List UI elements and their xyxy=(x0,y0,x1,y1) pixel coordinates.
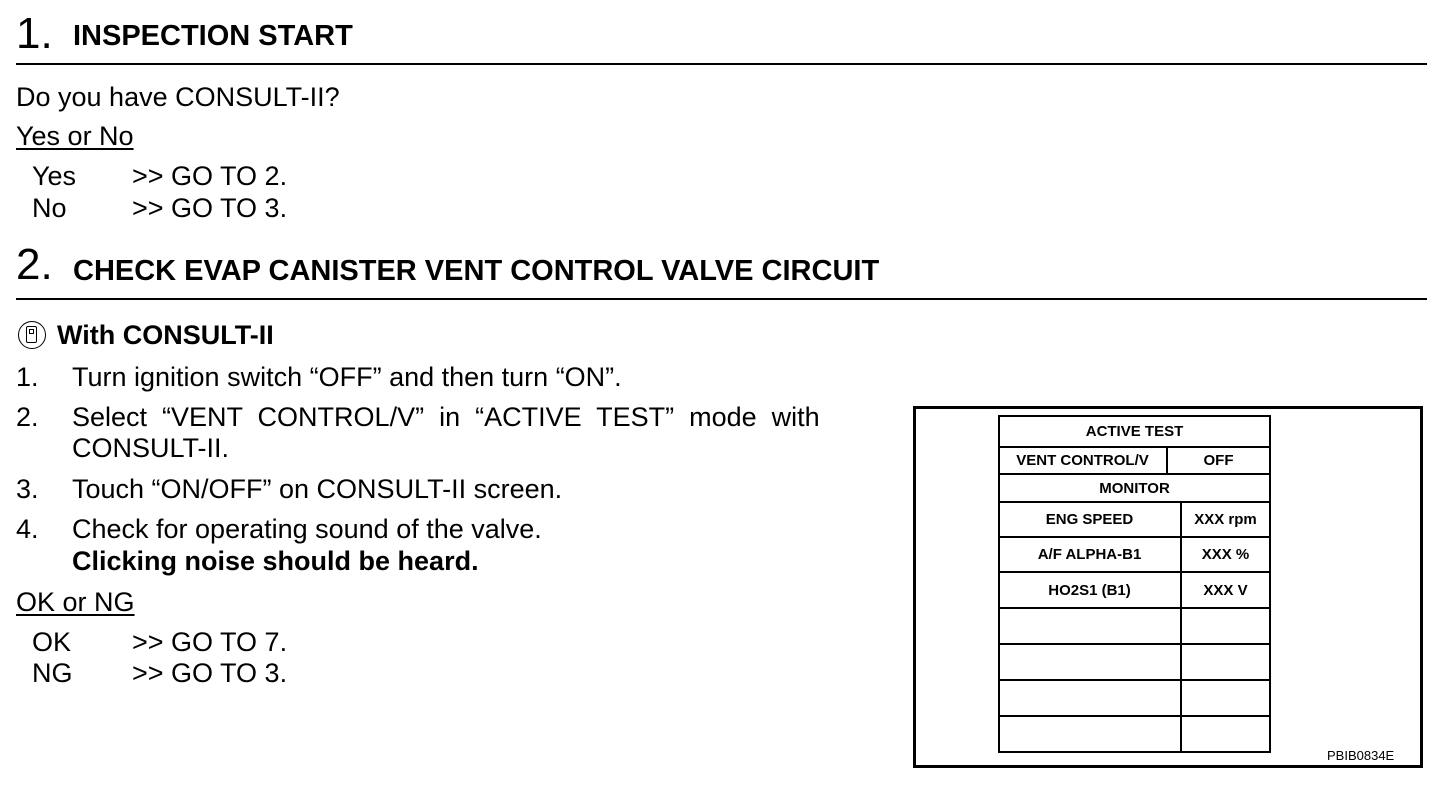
table-header: ACTIVE TEST xyxy=(1085,423,1184,440)
option-ok-action[interactable]: >> GO TO 7. xyxy=(132,627,288,657)
step-3-number: 3. xyxy=(16,474,39,504)
section-2-rule xyxy=(16,298,1427,300)
monitor-row-label: HO2S1 (B1) xyxy=(1048,581,1131,599)
figure-code: PBIB0834E xyxy=(1327,748,1395,763)
step-4-expected-result: Clicking noise should be heard. xyxy=(72,546,479,576)
section-1-rule xyxy=(16,63,1427,65)
option-yes-key: Yes xyxy=(32,161,77,191)
section-1-title: INSPECTION START xyxy=(73,20,353,52)
step-2-text-line2: CONSULT-II. xyxy=(72,433,230,463)
section-2-number: 2. xyxy=(16,240,53,289)
option-no-action[interactable]: >> GO TO 3. xyxy=(132,193,288,223)
test-item-value[interactable]: OFF xyxy=(1203,452,1234,469)
step-1-text: Turn ignition switch “OFF” and then turn “ON”. xyxy=(72,362,622,392)
consult-screen-table xyxy=(998,415,1271,753)
section-2-title: CHECK EVAP CANISTER VENT CONTROL VALVE CIRCUIT xyxy=(73,255,880,287)
section-2-choice-label: OK or NG xyxy=(16,587,135,617)
monitor-row-value: XXX % xyxy=(1201,546,1250,563)
option-yes-action[interactable]: >> GO TO 2. xyxy=(132,161,288,191)
mode-heading: With CONSULT-II xyxy=(57,320,274,350)
step-2-number: 2. xyxy=(16,402,39,432)
step-3-text: Touch “ON/OFF” on CONSULT-II screen. xyxy=(72,474,563,504)
monitor-row-value: XXX V xyxy=(1203,581,1248,599)
step-1-number: 1. xyxy=(16,362,39,392)
step-2-text-line1: Select “VENT CONTROL/V” in “ACTIVE TEST” mode with xyxy=(72,402,820,432)
option-ng-action[interactable]: >> GO TO 3. xyxy=(132,658,288,688)
consult-tool-icon xyxy=(18,321,46,349)
step-4-number: 4. xyxy=(16,514,39,544)
monitor-label: MONITOR xyxy=(1099,479,1170,497)
monitor-row-label: ENG SPEED xyxy=(1045,511,1134,528)
section-1-number: 1. xyxy=(16,9,53,58)
step-4-text: Check for operating sound of the valve. xyxy=(72,514,542,544)
monitor-row-label: A/F ALPHA-B1 xyxy=(1037,546,1142,563)
option-no-key: No xyxy=(32,193,67,223)
section-1-question: Do you have CONSULT-II? xyxy=(16,82,340,112)
section-1-choice-label: Yes or No xyxy=(16,121,134,151)
option-ng-key: NG xyxy=(32,658,73,688)
option-ok-key: OK xyxy=(32,627,72,657)
test-item-label: VENT CONTROL/V xyxy=(1016,452,1149,469)
monitor-row-value: XXX rpm xyxy=(1194,511,1257,528)
